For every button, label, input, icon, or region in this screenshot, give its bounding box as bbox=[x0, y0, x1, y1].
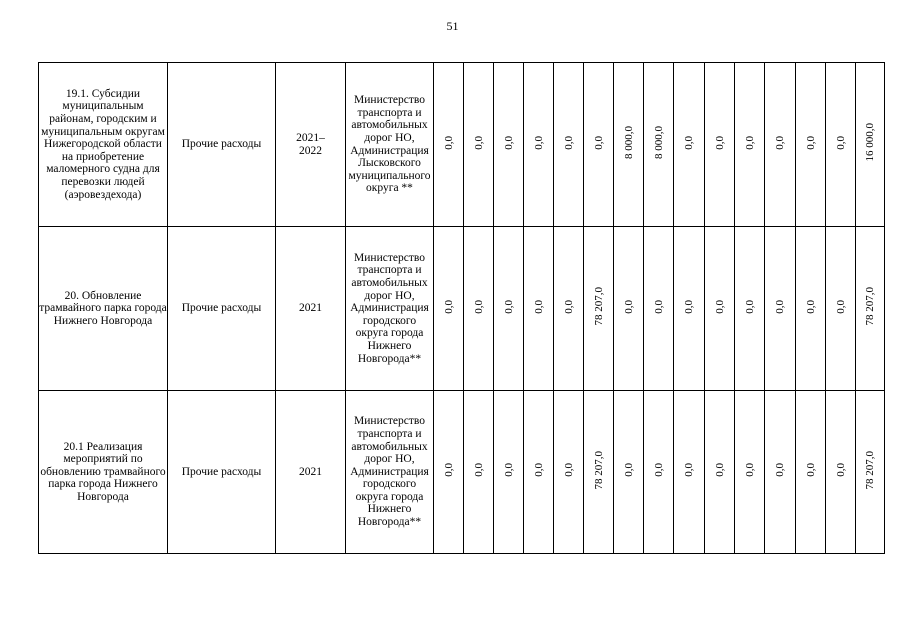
period-cell bbox=[276, 227, 346, 391]
value-text: 0,0 bbox=[502, 463, 515, 478]
value-text: 0,0 bbox=[834, 463, 847, 478]
value-text: 0,0 bbox=[562, 463, 575, 478]
value-text: 0,0 bbox=[472, 463, 485, 478]
value-cell bbox=[705, 227, 735, 391]
period-text: 2021 bbox=[299, 465, 322, 478]
value-cell bbox=[524, 63, 554, 227]
period-text: 2021 bbox=[299, 302, 322, 315]
value-text: 0,0 bbox=[683, 463, 695, 478]
value-text: 0,0 bbox=[713, 299, 726, 314]
expense-type-cell: Прочие расходы bbox=[168, 227, 276, 391]
value-cell bbox=[434, 63, 464, 227]
value-cell bbox=[796, 227, 826, 391]
value-cell bbox=[554, 391, 584, 554]
value-text: 0,0 bbox=[532, 463, 545, 478]
value-cell bbox=[705, 63, 735, 227]
value-text: 0,0 bbox=[743, 135, 756, 150]
value-cell bbox=[434, 227, 464, 391]
total-text: 16 000,0 bbox=[864, 123, 876, 162]
value-cell bbox=[524, 391, 554, 554]
value-text: 0,0 bbox=[502, 135, 515, 150]
value-text: 0,0 bbox=[622, 299, 635, 314]
value-text: 0,0 bbox=[804, 463, 817, 478]
value-cell bbox=[434, 391, 464, 554]
value-cell bbox=[826, 227, 856, 391]
value-cell bbox=[735, 63, 765, 227]
value-text: 0,0 bbox=[834, 299, 847, 314]
value-cell bbox=[584, 63, 614, 227]
value-cell bbox=[735, 227, 765, 391]
period-cell bbox=[276, 63, 346, 227]
value-cell bbox=[644, 63, 674, 227]
value-text: 0,0 bbox=[442, 463, 455, 478]
value-text: 0,0 bbox=[442, 135, 455, 150]
value-text: 0,0 bbox=[804, 135, 817, 150]
page-number: 51 bbox=[446, 19, 459, 33]
total-cell bbox=[856, 227, 885, 391]
value-cell bbox=[735, 391, 765, 554]
value-cell bbox=[584, 227, 614, 391]
value-text: 0,0 bbox=[592, 135, 605, 150]
value-text: 0,0 bbox=[562, 135, 575, 150]
value-cell bbox=[705, 391, 735, 554]
value-text: 0,0 bbox=[652, 463, 665, 478]
value-text: 0,0 bbox=[683, 135, 695, 150]
value-cell bbox=[494, 391, 524, 554]
value-cell bbox=[554, 227, 584, 391]
value-text: 78 207,0 bbox=[592, 287, 605, 326]
value-cell bbox=[464, 227, 494, 391]
value-text: 0,0 bbox=[683, 299, 695, 314]
value-text: 0,0 bbox=[622, 463, 635, 478]
responsible-cell: Министерство транспорта и автомобильных дорог НО, Администрация городского округа города Нижнего Новгорода** bbox=[346, 391, 434, 554]
value-cell bbox=[494, 63, 524, 227]
value-text: 0,0 bbox=[743, 299, 756, 314]
expense-type-cell: Прочие расходы bbox=[168, 391, 276, 554]
responsible-cell: Министерство транспорта и автомобильных дорог НО, Администрация Лысковского муниципального округа ** bbox=[346, 63, 434, 227]
value-cell bbox=[584, 391, 614, 554]
value-cell bbox=[464, 391, 494, 554]
value-cell bbox=[524, 227, 554, 391]
value-text: 0,0 bbox=[442, 299, 455, 314]
value-cell bbox=[674, 63, 705, 227]
value-cell bbox=[765, 391, 796, 554]
value-cell bbox=[614, 391, 644, 554]
value-cell bbox=[464, 63, 494, 227]
total-cell bbox=[856, 63, 885, 227]
value-text: 0,0 bbox=[774, 463, 786, 478]
value-cell bbox=[765, 227, 796, 391]
table-row bbox=[39, 63, 885, 227]
value-cell bbox=[554, 63, 584, 227]
value-cell bbox=[674, 391, 705, 554]
value-text: 0,0 bbox=[713, 463, 726, 478]
value-text: 0,0 bbox=[472, 299, 485, 314]
value-text: 0,0 bbox=[532, 299, 545, 314]
value-text: 78 207,0 bbox=[592, 450, 605, 490]
value-text: 0,0 bbox=[532, 135, 545, 150]
value-cell bbox=[765, 63, 796, 227]
value-cell bbox=[614, 227, 644, 391]
measure-name-cell: 20. Обновление трамвайного парка города Нижнего Новгорода bbox=[39, 227, 168, 391]
value-cell bbox=[494, 227, 524, 391]
value-text: 0,0 bbox=[834, 135, 847, 150]
total-cell bbox=[856, 391, 885, 554]
total-text: 78 207,0 bbox=[864, 450, 876, 490]
value-cell bbox=[826, 391, 856, 554]
expense-type-cell: Прочие расходы bbox=[168, 63, 276, 227]
value-text: 0,0 bbox=[743, 463, 756, 478]
value-text: 8 000,0 bbox=[622, 126, 635, 160]
value-text: 0,0 bbox=[713, 135, 726, 150]
period-text: 2021–2022 bbox=[296, 131, 325, 157]
value-text: 0,0 bbox=[502, 299, 515, 314]
measure-name-cell: 20.1 Реализация мероприятий по обновлению трамвайного парка города Нижнего Новгорода bbox=[39, 391, 168, 554]
value-text: 8 000,0 bbox=[652, 126, 665, 160]
value-text: 0,0 bbox=[804, 299, 817, 314]
value-text: 0,0 bbox=[472, 135, 485, 150]
value-text: 0,0 bbox=[774, 135, 786, 150]
table-row bbox=[39, 227, 885, 391]
responsible-cell: Министерство транспорта и автомобильных дорог НО, Администрация городского округа города Нижнего Новгорода** bbox=[346, 227, 434, 391]
value-cell bbox=[644, 391, 674, 554]
value-cell bbox=[674, 227, 705, 391]
value-text: 0,0 bbox=[774, 299, 786, 314]
measure-name-cell: 19.1. Субсидии муниципальным районам, городским и муниципальным округам Нижегородской области на приобретение маломерного судна для перевозки людей (аэровездехода) bbox=[39, 63, 168, 227]
value-cell bbox=[614, 63, 644, 227]
total-text: 78 207,0 bbox=[864, 287, 876, 326]
value-cell bbox=[796, 391, 826, 554]
period-cell bbox=[276, 391, 346, 554]
value-cell bbox=[644, 227, 674, 391]
value-text: 0,0 bbox=[562, 299, 575, 314]
budget-table bbox=[38, 62, 885, 554]
value-text: 0,0 bbox=[652, 299, 665, 314]
table-row bbox=[39, 391, 885, 554]
value-cell bbox=[826, 63, 856, 227]
value-cell bbox=[796, 63, 826, 227]
